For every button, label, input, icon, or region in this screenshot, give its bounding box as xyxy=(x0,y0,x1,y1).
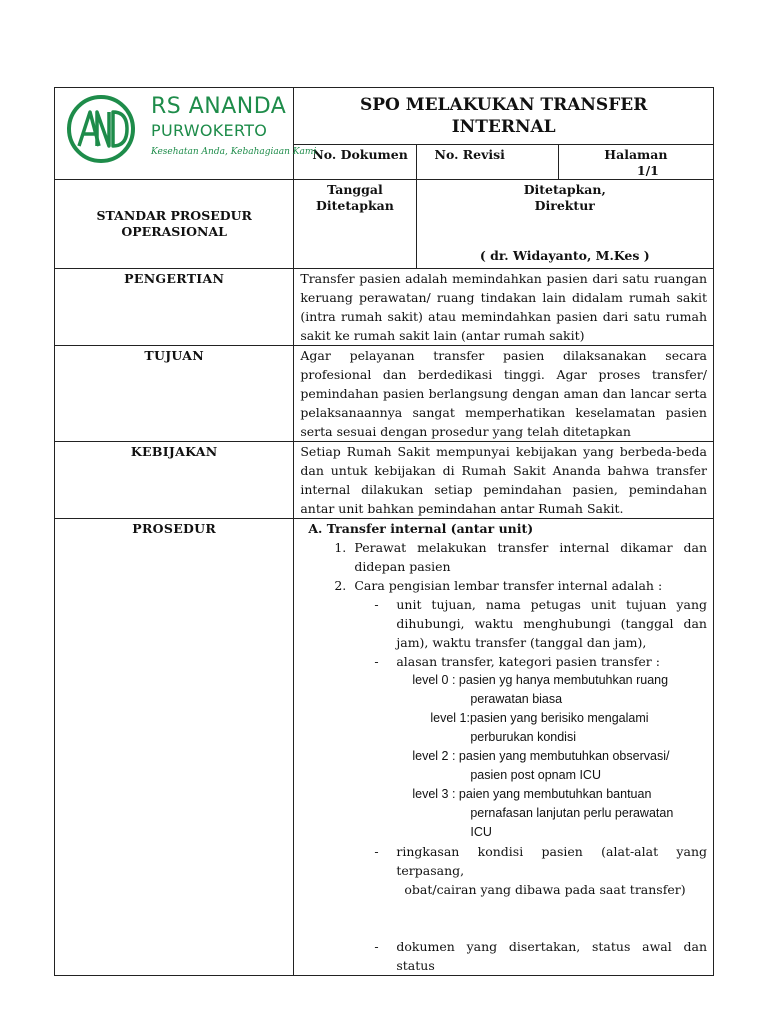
prosedur-item-1-text: Perawat melakukan transfer internal dikamar dan didepan pasien xyxy=(354,540,707,574)
level-1-continuation: perburukan kondisi xyxy=(470,730,576,744)
prosedur-item-2 xyxy=(300,576,707,595)
tujuan-text: Agar pelayanan transfer pasien dilaksanakan secara profesional dan berdedikasi tinggi. Agar proses transfer/ pemindahan pasien berlangsung dengan aman dan lancar serta pelaksanaannya sangat memperhatikan keselamatan pasien serta sesuai dengan prosedur yang telah ditetapkan xyxy=(294,346,714,442)
logo-cell xyxy=(55,88,317,180)
prosedur-dash-item-1 xyxy=(300,595,707,652)
dash-item-3-continuation: obat/cairan yang dibawa pada saat transfer) xyxy=(404,882,686,897)
prosedur-item-1 xyxy=(300,538,707,576)
prosedur-item-2-number: 2. xyxy=(334,578,347,593)
tujuan-label: TUJUAN xyxy=(144,348,204,363)
title-line-2: INTERNAL xyxy=(451,117,556,137)
tanggal-line-1: Tanggal xyxy=(327,182,383,197)
logo-tagline: Kesehatan Anda, Kebahagiaan Kami xyxy=(151,147,317,157)
spo-line-2: OPERASIONAL xyxy=(121,224,227,239)
no-revisi-label: No. Revisi xyxy=(434,147,505,162)
document-title xyxy=(294,88,714,145)
level-1-line: level 1:pasien yang berisiko mengalami xyxy=(430,711,649,725)
spacer xyxy=(300,899,707,937)
prosedur-label: PROSEDUR xyxy=(132,521,217,536)
spo-document-table xyxy=(54,87,714,976)
prosedur-dash-item-2 xyxy=(300,652,707,671)
spo-label-cell xyxy=(55,180,294,269)
kebijakan-text: Setiap Rumah Sakit mempunyai kebijakan yang berbeda-beda dan untuk kebijakan di Rumah Sakit Ananda bahwa transfer internal dilakukan setiap pemindahan pasien, pemindahan antar unit bahkan pemindahan antar Rumah Sakit. xyxy=(294,442,714,519)
level-2-line: level 2 : pasien yang membutuhkan observasi/ xyxy=(412,749,670,763)
dash-marker: - xyxy=(374,597,379,612)
level-0-line: level 0 : pasien yg hanya membutuhkan ruang xyxy=(412,673,669,687)
prosedur-label-cell xyxy=(55,519,294,976)
tujuan-label-cell xyxy=(55,346,294,442)
ditetapkan-direktur-cell xyxy=(416,180,713,269)
no-revisi-cell xyxy=(416,145,558,180)
logo-hospital-name: RS ANANDA xyxy=(151,94,287,119)
level-3-continuation-2: ICU xyxy=(470,825,492,839)
dash-marker: - xyxy=(374,939,379,954)
level-3-continuation: pernafasan lanjutan perlu perawatan xyxy=(470,806,674,820)
ditetapkan-line-2: Direktur xyxy=(534,198,595,213)
spo-line-1: STANDAR PROSEDUR xyxy=(96,208,252,223)
kebijakan-label-cell xyxy=(55,442,294,519)
level-3-line: level 3 : paien yang membutuhkan bantuan xyxy=(412,787,652,801)
prosedur-item-2-text: Cara pengisian lembar transfer internal adalah : xyxy=(354,578,663,593)
prosedur-item-1-number: 1. xyxy=(334,540,347,555)
pengertian-label-cell xyxy=(55,269,294,346)
halaman-label: Halaman xyxy=(604,147,668,162)
no-dokumen-label: No. Dokumen xyxy=(312,147,408,162)
pengertian-text: Transfer pasien adalah memindahkan pasien dari satu ruangan keruang perawatan/ ruang tindakan lain didalam rumah sakit (intra rumah sakit) atau memindahkan pasien dari satu rumah sakit ke rumah sakit lain (antar rumah sakit) xyxy=(294,269,714,346)
dash-marker: - xyxy=(374,844,379,859)
halaman-value: 1/1 xyxy=(636,163,659,178)
title-line-1: SPO MELAKUKAN TRANSFER xyxy=(359,95,648,115)
prosedur-content xyxy=(294,519,714,976)
director-name: ( dr. Widayanto, M.Kes ) xyxy=(479,248,650,263)
level-2-continuation: pasien post opnam ICU xyxy=(470,768,601,782)
hospital-logo xyxy=(63,92,317,166)
tanggal-line-2: Ditetapkan xyxy=(316,198,394,213)
pengertian-label: PENGERTIAN xyxy=(124,271,225,286)
ditetapkan-line-1: Ditetapkan, xyxy=(523,182,606,197)
dash-item-1-text: unit tujuan, nama petugas unit tujuan yang dihubungi, waktu menghubungi (tanggal dan jam), waktu transfer (tanggal dan jam), xyxy=(396,597,707,650)
dash-marker: - xyxy=(374,654,379,669)
level-0-continuation: perawatan biasa xyxy=(470,692,563,706)
kebijakan-label: KEBIJAKAN xyxy=(130,444,218,459)
prosedur-dash-item-4 xyxy=(300,937,707,975)
dash-item-3-text: ringkasan kondisi pasien (alat-alat yang terpasang, xyxy=(396,844,707,878)
logo-hospital-city: PURWOKERTO xyxy=(151,121,268,140)
dash-item-4-text: dokumen yang disertakan, status awal dan status xyxy=(396,939,707,973)
prosedur-dash-item-3 xyxy=(300,842,707,880)
halaman-cell xyxy=(558,145,713,180)
and-monogram-logo-icon xyxy=(63,92,141,166)
prosedur-section-a-title: A. Transfer internal (antar unit) xyxy=(308,521,534,536)
dash-item-2-text: alasan transfer, kategori pasien transfer : xyxy=(396,654,660,669)
tanggal-ditetapkan-cell xyxy=(294,180,416,269)
